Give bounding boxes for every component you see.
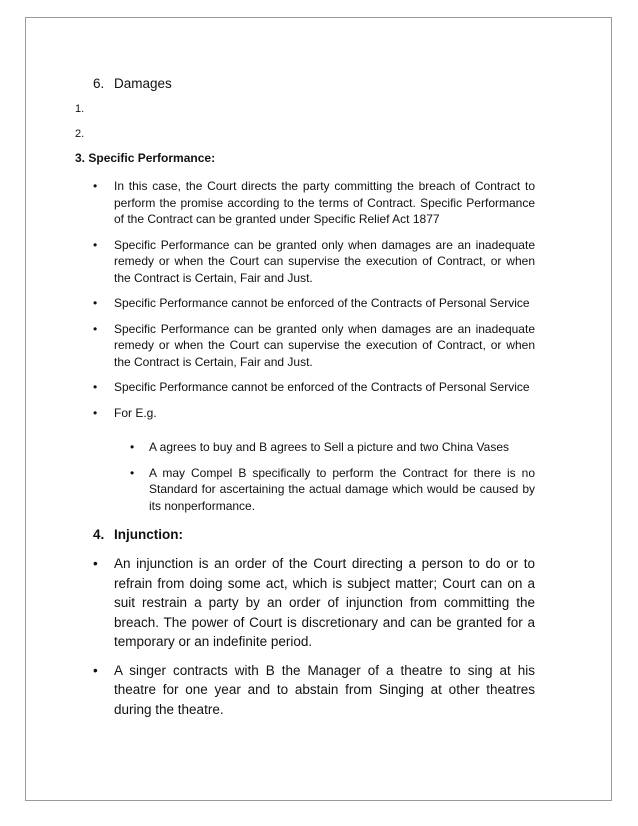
bullet-icon: •: [93, 179, 98, 193]
section-4-number: 4.: [93, 527, 105, 542]
section-3-title: Specific Performance:: [88, 151, 216, 165]
list-item: • For E.g.: [93, 405, 157, 420]
section-6-number: 6.: [93, 76, 105, 91]
list-item: • Specific Performance can be granted only when damages are an inadequate remedy or when the Court can supervise the execution of Contract, or when the Contract is Certain, Fair and Just.: [93, 321, 535, 369]
list-item: • Specific Performance cannot be enforced of the Contracts of Personal Service: [93, 296, 530, 310]
bullet-icon: •: [93, 380, 98, 394]
bullet-icon: •: [93, 556, 98, 571]
section-6-title: Damages: [114, 76, 172, 91]
list-item: • A singer contracts with B the Manager of a theatre to sing at his theatre for one year and to abstain from Singing at other theatres during the theatre.: [93, 662, 535, 717]
example-list: [130, 439, 535, 523]
list-item: • A may Compel B specifically to perform the Contract for there is no Standard for ascertaining the actual damage which would be caused by its nonperformance.: [130, 465, 535, 513]
section-3-number: 3.: [75, 151, 86, 165]
list-item: • A agrees to buy and B agrees to Sell a picture and two China Vases: [130, 440, 509, 454]
section-4-title: Injunction:: [114, 527, 184, 542]
list-item: • Specific Performance can be granted only when damages are an inadequate remedy or when the Court can supervise the execution of Contract, or when the Contract is Certain, Fair and Just.: [93, 237, 535, 285]
bullet-icon: •: [130, 440, 135, 454]
numbered-item-2: 2.: [75, 128, 85, 140]
bullet-icon: •: [93, 662, 98, 678]
injunction-list: [93, 554, 535, 728]
bullet-icon: •: [93, 405, 98, 420]
list-item: • An injunction is an order of the Court directing a person to do or to refrain from doing some act, which is subject matter; Court can on a suit restrain a party by an order of injunction from committing the breach. The power of Court is discretionary and can be granted for a temporary or an indefinite period.: [93, 556, 535, 649]
bullet-icon: •: [93, 237, 98, 252]
specific-performance-list: [93, 178, 535, 430]
bullet-icon: •: [93, 321, 98, 336]
section-4-heading: [93, 527, 183, 542]
section-3-heading: [75, 151, 215, 165]
section-6-heading: [93, 76, 172, 91]
bullet-icon: •: [93, 296, 98, 310]
list-item: • In this case, the Court directs the party committing the breach of Contract to perform the promise according to the terms of Contract. Specific Performance of the Contract can be granted under Specific Relief Act 1877: [93, 179, 535, 226]
bullet-icon: •: [130, 465, 135, 480]
numbered-item-1: 1.: [75, 103, 85, 115]
list-item: • Specific Performance cannot be enforced of the Contracts of Personal Service: [93, 380, 530, 394]
